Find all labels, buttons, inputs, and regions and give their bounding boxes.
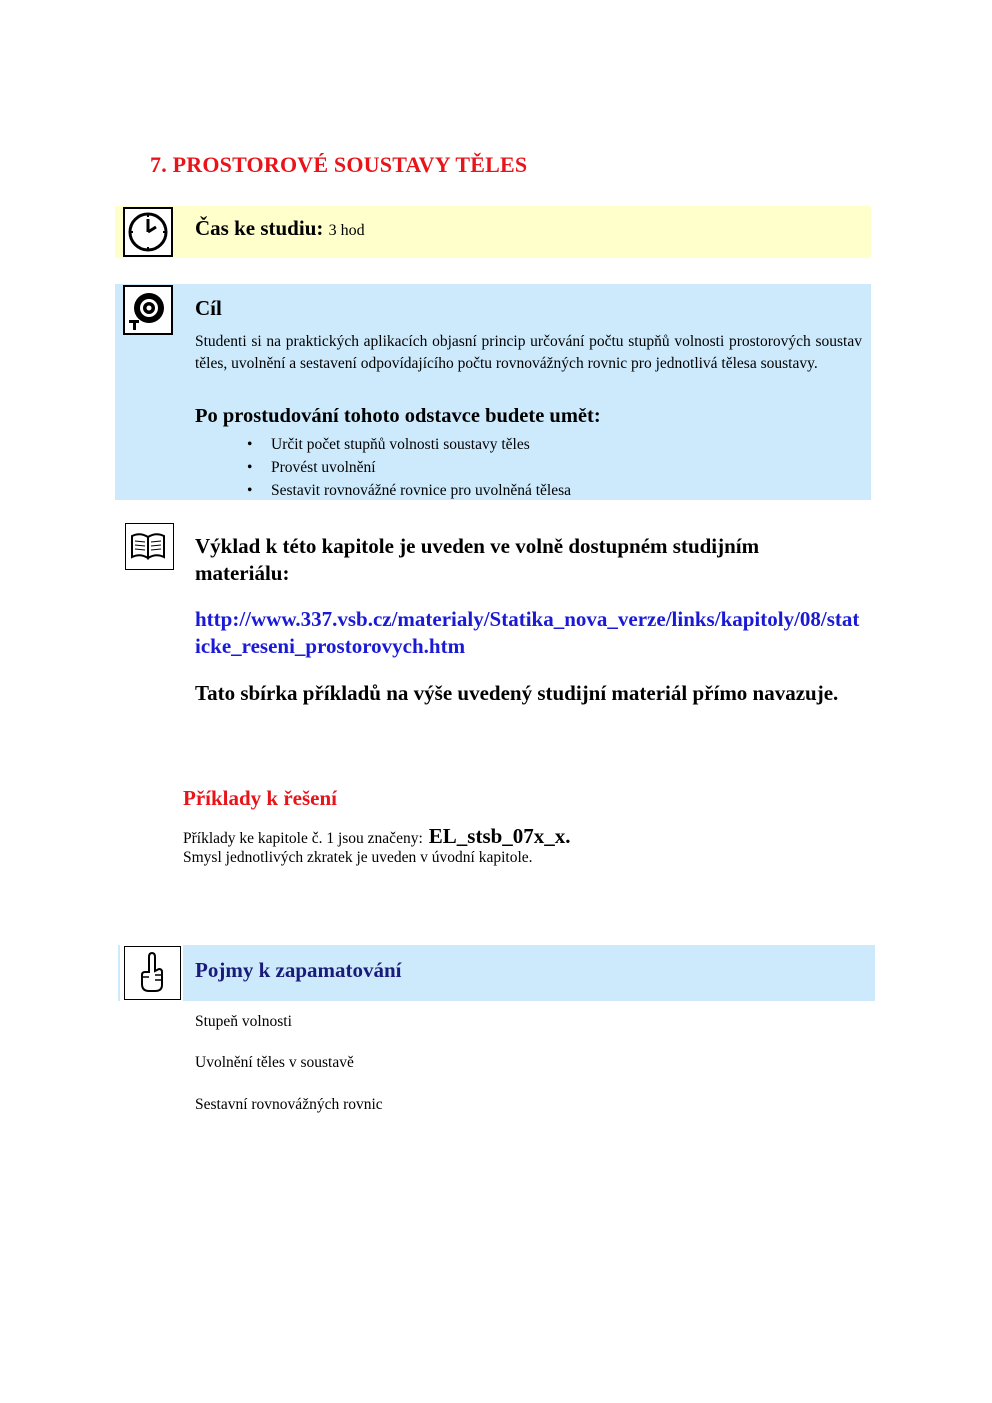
list-item: • Provést uvolnění bbox=[247, 456, 571, 479]
goal-text: Studenti si na praktických aplikacích objasní princip určování počtu stupňů volnosti prostorových soustav těles, uvolnění a sestavení odpovídajícího počtu rovnovážných rovnic pro jednotlivá tělesa soustavy. bbox=[195, 333, 862, 372]
book-icon bbox=[125, 523, 174, 570]
pointing-finger-icon bbox=[124, 946, 181, 1000]
examples-line bbox=[183, 824, 571, 849]
study-time-value: 3 hod bbox=[328, 222, 365, 239]
term-item: Uvolnění těles v soustavě bbox=[195, 1054, 354, 1071]
skills-title: Po prostudování tohoto odstavce budete umět: bbox=[195, 405, 601, 427]
examples-note: Smysl jednotlivých zkratek je uveden v úvodní kapitole. bbox=[183, 849, 533, 866]
study-time-label: Čas ke studiu: bbox=[195, 216, 324, 240]
study-time bbox=[195, 216, 365, 241]
collection-text: Tato sbírka příkladů na výše uvedený studijní materiál přímo navazuje. bbox=[195, 681, 839, 705]
term-item: Stupeň volnosti bbox=[195, 1013, 292, 1030]
lecture-text: Výklad k této kapitole je uveden ve volně dostupném studijním materiálu: bbox=[195, 534, 760, 585]
goal-title: Cíl bbox=[195, 296, 222, 320]
term-item: Sestavní rovnovážných rovnic bbox=[195, 1096, 383, 1113]
skills-list bbox=[247, 433, 571, 502]
study-material-link[interactable]: http://www.337.vsb.cz/materialy/Statika_nova_verze/links/kapitoly/08/staticke_reseni_prostorovych.htm bbox=[195, 607, 860, 658]
examples-title: Příklady k řešení bbox=[183, 786, 338, 810]
clock-icon bbox=[123, 207, 173, 257]
terms-title: Pojmy k zapamatování bbox=[195, 958, 402, 982]
examples-text: Příklady ke kapitole č. 1 jsou značeny: bbox=[183, 830, 423, 847]
examples-code: EL_stsb_07x_x. bbox=[428, 824, 571, 848]
target-icon bbox=[123, 285, 173, 335]
list-item: • Určit počet stupňů volnosti soustavy těles bbox=[247, 433, 571, 456]
terms-band-edge bbox=[118, 945, 120, 1001]
chapter-title: 7. PROSTOROVÉ SOUSTAVY TĚLES bbox=[150, 152, 528, 177]
list-item: • Sestavit rovnovážné rovnice pro uvolněná tělesa bbox=[247, 479, 571, 502]
